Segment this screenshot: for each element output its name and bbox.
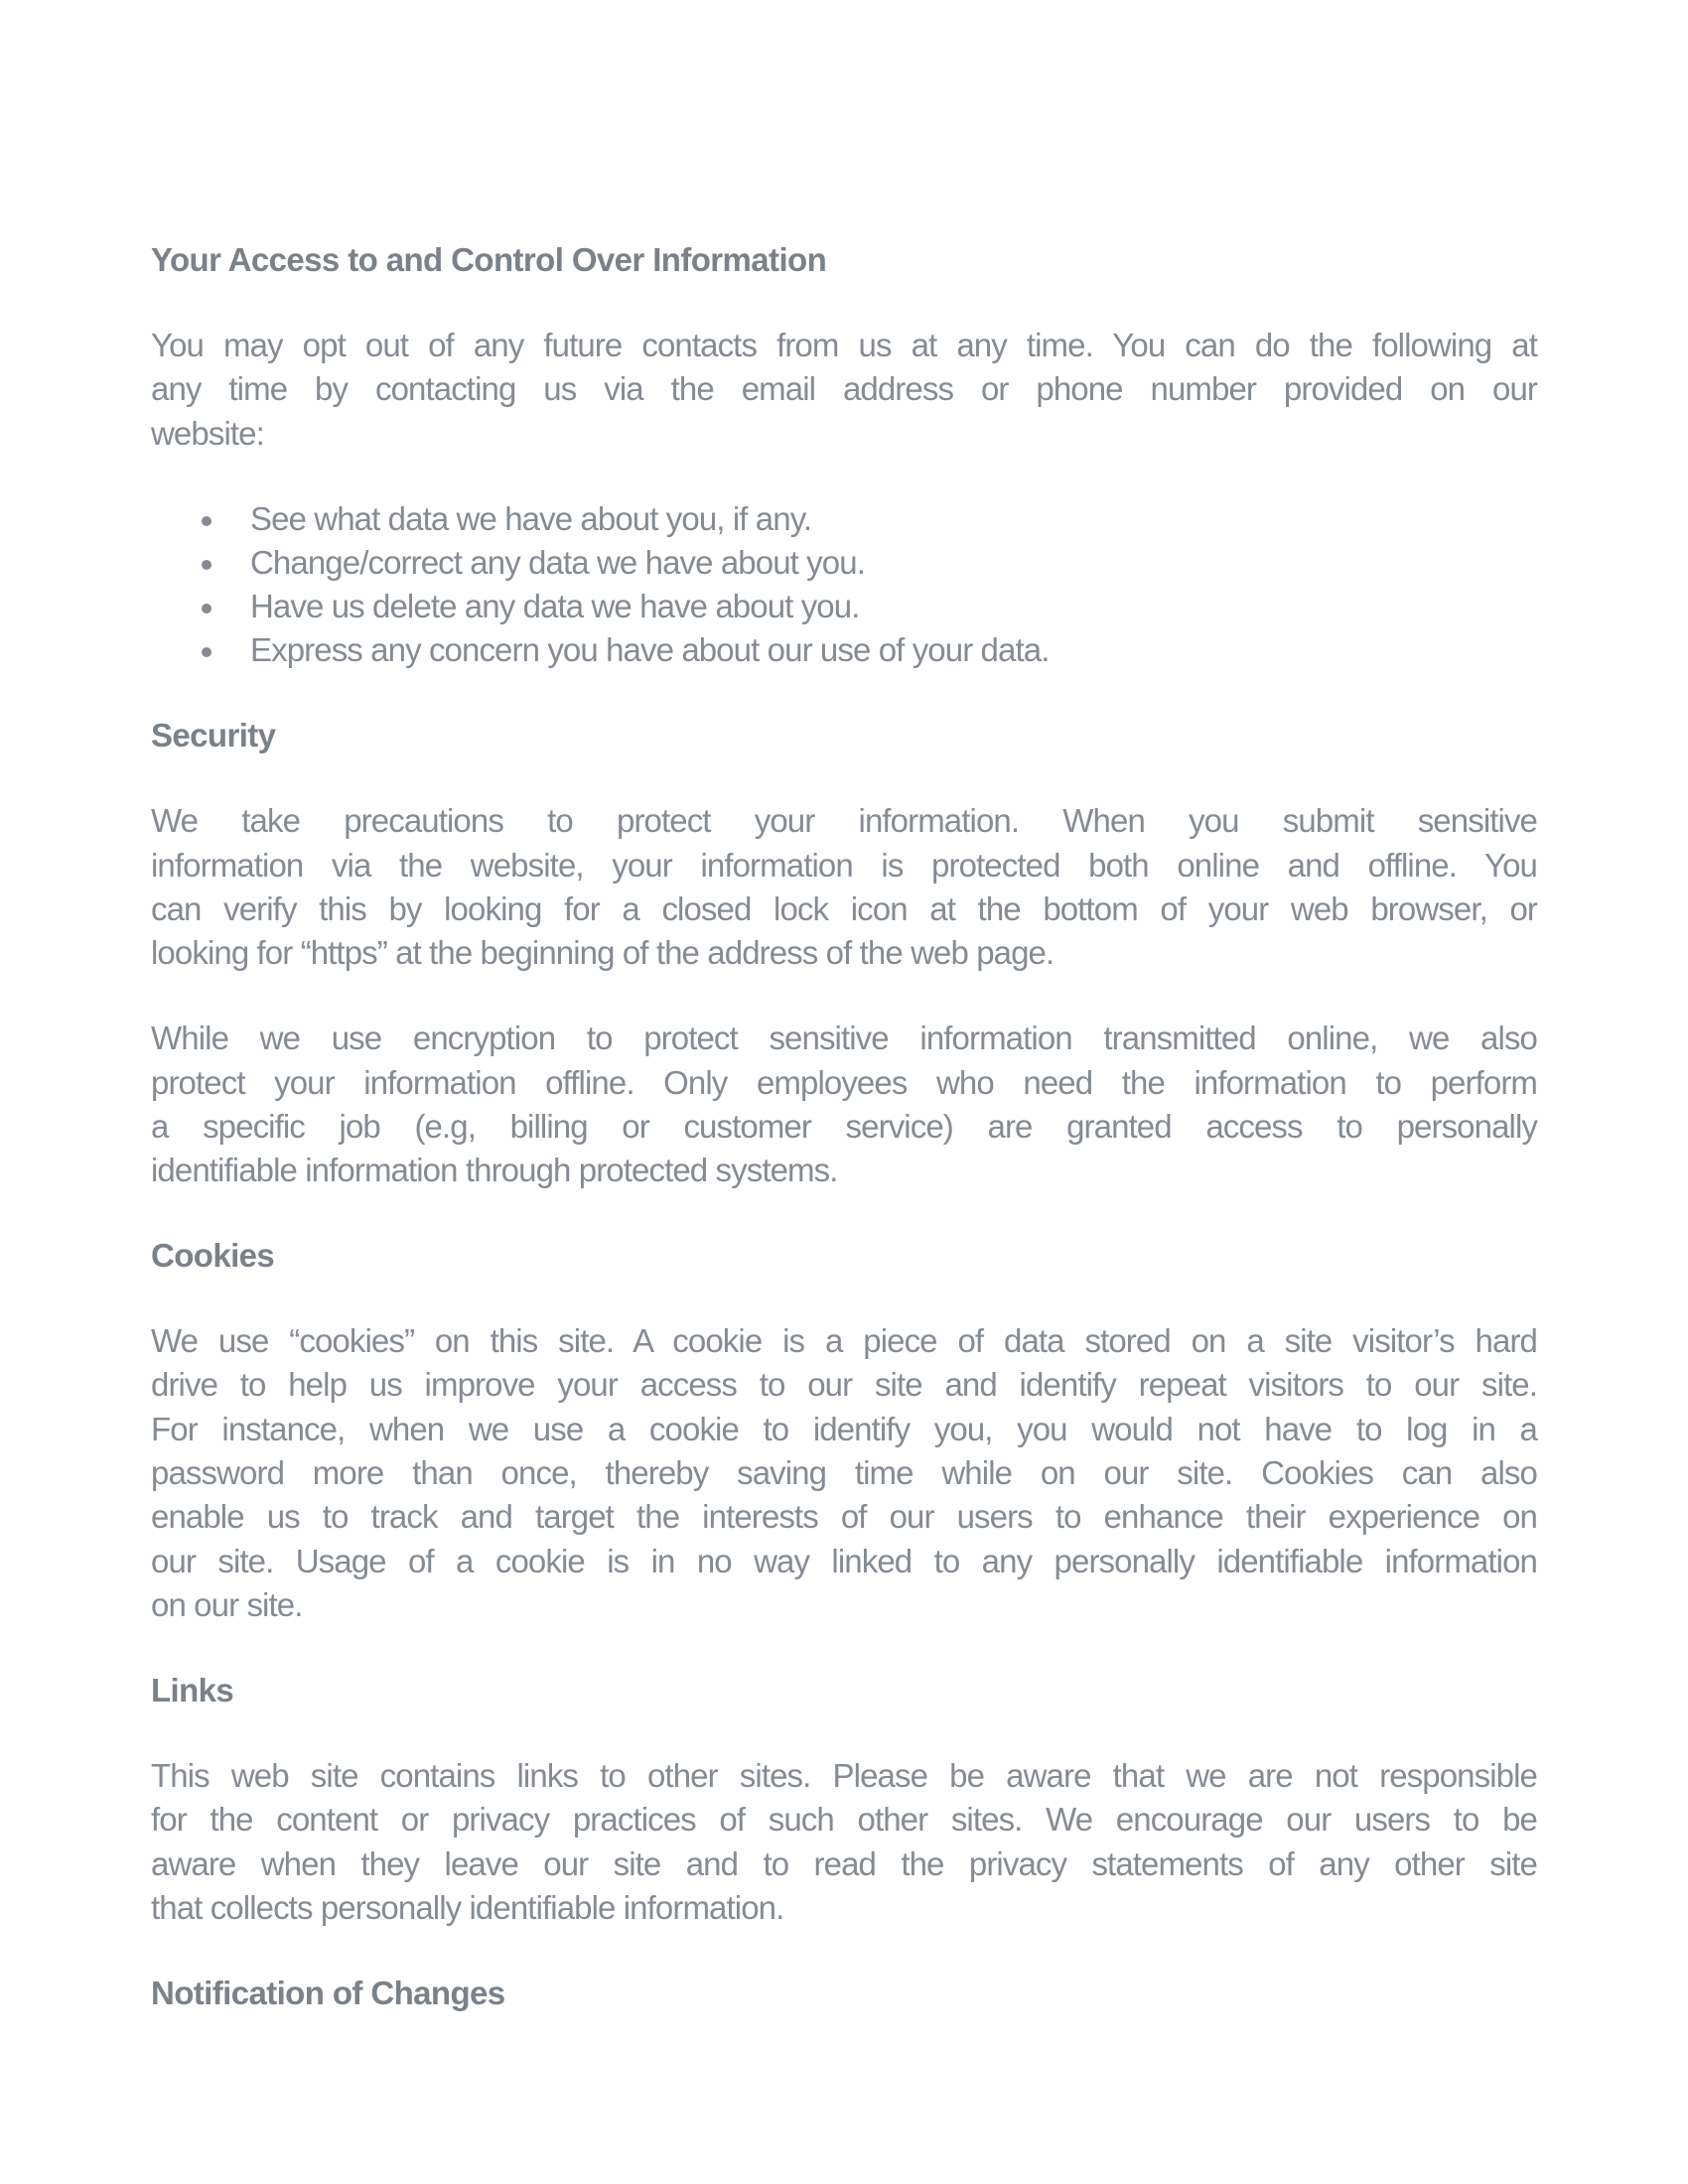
section-gap xyxy=(151,1192,1537,1234)
paragraph-line: looking for “https” at the beginning of the address of the web page. xyxy=(151,934,1055,972)
list-item xyxy=(151,585,1537,628)
paragraph-line: a specific job (e.g, billing or customer service) are granted access to personally xyxy=(151,1107,1537,1145)
paragraph-line: that collects personally identifiable information. xyxy=(151,1888,784,1926)
paragraph-line: protect your information offline. Only employees who need the information to perform xyxy=(151,1063,1537,1101)
paragraph-line: drive to help us improve your access to our site and identify repeat visitors to our site. xyxy=(151,1366,1537,1404)
list-gap xyxy=(151,456,1537,497)
section-heading: Security xyxy=(151,717,276,754)
paragraph-line: can verify this by looking for a closed lock icon at the bottom of your web browser, or xyxy=(151,890,1537,928)
section-links xyxy=(151,1669,1537,1930)
body-paragraph xyxy=(151,324,1537,456)
section-heading: Links xyxy=(151,1671,234,1708)
paragraph-line: password more than once, thereby saving time while on our site. Cookies can also xyxy=(151,1454,1537,1492)
body-paragraph xyxy=(151,1017,1537,1192)
section-cookies xyxy=(151,1234,1537,1627)
bullet-icon xyxy=(202,647,211,657)
section-your-access-to-and-control-over-information xyxy=(151,238,1537,673)
paragraph-line: on our site. xyxy=(151,1585,303,1623)
paragraph-gap xyxy=(151,1712,1537,1754)
body-paragraph xyxy=(151,1319,1537,1627)
paragraph-line: We take precautions to protect your information. When you submit sensitive xyxy=(151,802,1537,840)
paragraph-line: aware when they leave our site and to read the privacy statements of any other site xyxy=(151,1844,1537,1882)
list-item xyxy=(151,497,1537,541)
paragraph-line: information via the website, your information is protected both online and offline. You xyxy=(151,846,1537,884)
body-paragraph xyxy=(151,799,1537,975)
list-item-text: Express any concern you have about our use of your data. xyxy=(250,631,1050,669)
paragraph-gap xyxy=(151,976,1537,1018)
bullet-icon xyxy=(202,604,211,614)
bullet-icon xyxy=(202,560,211,570)
paragraph-line: enable us to track and target the interests of our users to enhance their experience on xyxy=(151,1498,1537,1536)
section-heading: Notification of Changes xyxy=(151,1974,505,2011)
paragraph-line: website: xyxy=(151,414,264,452)
section-heading: Cookies xyxy=(151,1237,275,1275)
section-heading: Your Access to and Control Over Information xyxy=(151,241,827,278)
paragraph-gap xyxy=(151,1278,1537,1319)
paragraph-line: For instance, when we use a cookie to identify you, you would not have to log in a xyxy=(151,1410,1537,1447)
section-gap xyxy=(151,673,1537,715)
bullet-icon xyxy=(202,516,211,526)
paragraph-line: While we use encryption to protect sensitive information transmitted online, we also xyxy=(151,1020,1537,1057)
paragraph-gap xyxy=(151,758,1537,800)
list-item xyxy=(151,628,1537,672)
paragraph-line: We use “cookies” on this site. A cookie is a piece of data stored on a site visitor’s hard xyxy=(151,1322,1537,1360)
paragraph-line: This web site contains links to other sites. Please be aware that we are not responsible xyxy=(151,1756,1537,1794)
list-item-text: Change/correct any data we have about you. xyxy=(250,543,865,581)
list-item-text: See what data we have about you, if any. xyxy=(250,499,812,537)
document-page xyxy=(151,238,1537,2015)
bullet-list xyxy=(151,497,1537,673)
list-item xyxy=(151,541,1537,585)
section-gap xyxy=(151,1930,1537,1972)
list-item-text: Have us delete any data we have about you. xyxy=(250,588,860,625)
paragraph-line: You may opt out of any future contacts from us at any time. You can do the following at xyxy=(151,326,1537,363)
section-security xyxy=(151,714,1537,1192)
paragraph-line: any time by contacting us via the email address or phone number provided on our xyxy=(151,370,1537,408)
paragraph-line: identifiable information through protected systems. xyxy=(151,1152,838,1189)
paragraph-line: our site. Usage of a cookie is in no way linked to any personally identifiable information xyxy=(151,1542,1537,1579)
paragraph-line: for the content or privacy practices of such other sites. We encourage our users to be xyxy=(151,1801,1537,1839)
section-notification-of-changes xyxy=(151,1972,1537,2015)
body-paragraph xyxy=(151,1754,1537,1930)
paragraph-gap xyxy=(151,282,1537,324)
section-gap xyxy=(151,1627,1537,1669)
